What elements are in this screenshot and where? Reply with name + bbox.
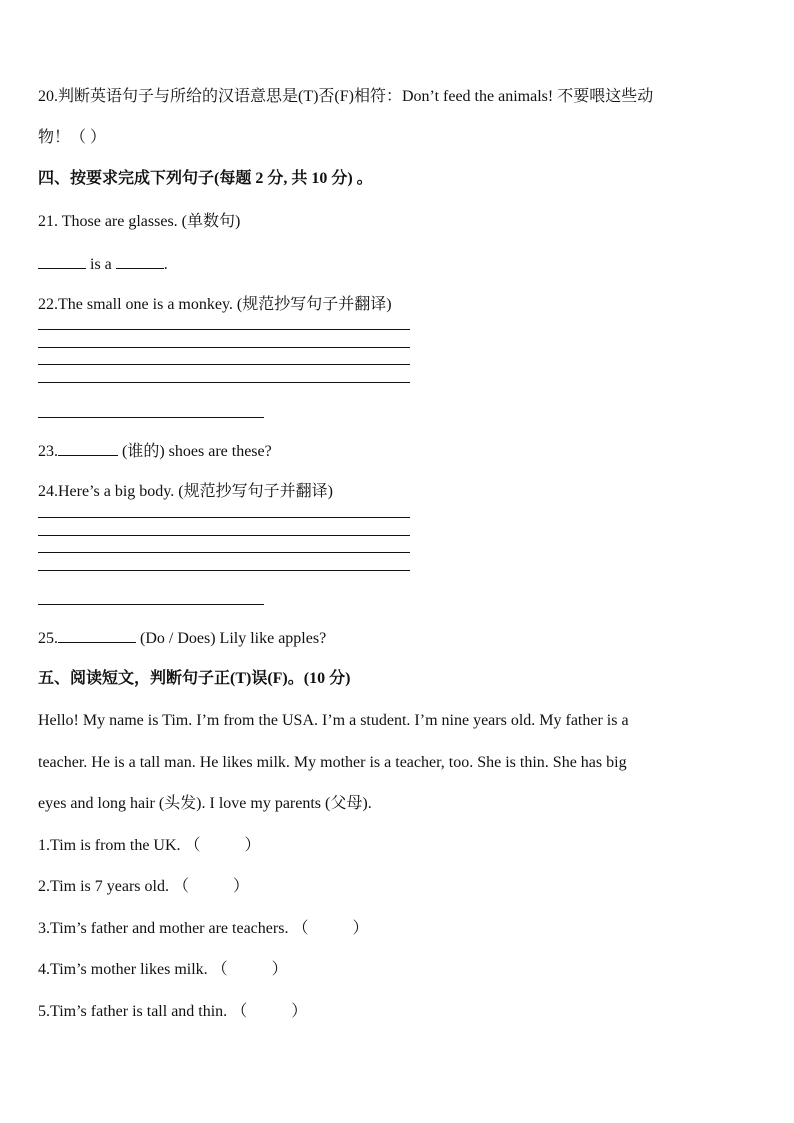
section-5-heading: 五、阅读短文，判断句子正(T)误(F)。(10 分) bbox=[38, 670, 351, 687]
judgment-text: 4.Tim’s mother likes milk. bbox=[38, 961, 208, 978]
question-text: (谁的) shoes are these? bbox=[118, 443, 272, 460]
question-23 bbox=[38, 441, 272, 462]
answer-parentheses[interactable]: （ ） bbox=[172, 878, 249, 895]
question-24-prompt: 24.Here’s a big body. (规范抄写句子并翻译) bbox=[38, 483, 333, 500]
answer-blank[interactable] bbox=[38, 254, 86, 269]
writing-line[interactable] bbox=[38, 382, 410, 383]
judgment-item-3 bbox=[38, 919, 368, 939]
answer-parentheses[interactable]: （ ） bbox=[184, 837, 261, 854]
writing-line[interactable] bbox=[38, 347, 410, 348]
question-25 bbox=[38, 628, 326, 649]
passage-line-2: teacher. He is a tall man. He likes milk. My mother is a teacher, too. She is thin. She has big bbox=[38, 754, 627, 771]
answer-blank[interactable] bbox=[58, 628, 136, 643]
writing-line[interactable] bbox=[38, 517, 410, 518]
judgment-item-4 bbox=[38, 960, 288, 980]
answer-text-end: . bbox=[163, 256, 168, 273]
answer-parentheses[interactable]: （ ） bbox=[292, 920, 369, 937]
judgment-item-2 bbox=[38, 877, 249, 897]
question-20-line-2: 物！（ ） bbox=[38, 129, 107, 146]
question-20-line-1: 20.判断英语句子与所给的汉语意思是(T)否(F)相符：Don’t feed the animals! 不要喂这些动 bbox=[38, 88, 654, 105]
writing-line[interactable] bbox=[38, 552, 410, 553]
translation-line[interactable] bbox=[38, 604, 264, 605]
judgment-text: 1.Tim is from the UK. bbox=[38, 837, 181, 854]
translation-line[interactable] bbox=[38, 417, 264, 418]
writing-line[interactable] bbox=[38, 329, 410, 330]
writing-line[interactable] bbox=[38, 364, 410, 365]
judgment-text: 5.Tim’s father is tall and thin. bbox=[38, 1003, 228, 1020]
question-22-prompt: 22.The small one is a monkey. (规范抄写句子并翻译) bbox=[38, 296, 392, 313]
question-number: 25. bbox=[38, 630, 58, 647]
answer-parentheses[interactable]: （ ） bbox=[231, 1003, 308, 1020]
judgment-text: 3.Tim’s father and mother are teachers. bbox=[38, 920, 289, 937]
writing-line[interactable] bbox=[38, 535, 410, 536]
passage-line-1: Hello! My name is Tim. I’m from the USA. I’m a student. I’m nine years old. My father is a bbox=[38, 712, 629, 729]
judgment-item-1 bbox=[38, 836, 261, 856]
writing-line[interactable] bbox=[38, 570, 410, 571]
answer-blank[interactable] bbox=[58, 441, 118, 456]
answer-text-mid: is a bbox=[86, 256, 116, 273]
answer-blank[interactable] bbox=[116, 254, 164, 269]
answer-parentheses[interactable]: （ ） bbox=[211, 961, 288, 978]
question-text: (Do / Does) Lily like apples? bbox=[136, 630, 327, 647]
question-21-answer bbox=[38, 254, 168, 275]
judgment-item-5 bbox=[38, 1002, 307, 1022]
question-21-prompt: 21. Those are glasses. (单数句) bbox=[38, 213, 241, 230]
question-number: 23. bbox=[38, 443, 58, 460]
passage-line-3: eyes and long hair (头发). I love my parents (父母). bbox=[38, 795, 372, 812]
section-4-heading: 四、按要求完成下列句子(每题 2 分, 共 10 分) 。 bbox=[38, 170, 373, 187]
judgment-text: 2.Tim is 7 years old. bbox=[38, 878, 169, 895]
